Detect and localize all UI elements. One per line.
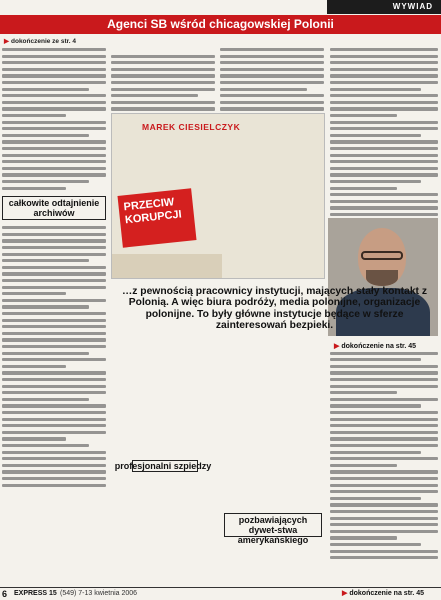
- text-line: [2, 61, 106, 64]
- text-line: [330, 101, 438, 104]
- text-line: [330, 213, 438, 216]
- text-line: [2, 484, 106, 487]
- text-line: [330, 160, 438, 163]
- text-line: [2, 418, 106, 421]
- subhead-col1: całkowite odtajnienie archiwów: [8, 198, 100, 218]
- article-column-1: [2, 48, 106, 568]
- text-line: [2, 160, 106, 163]
- text-line: [330, 121, 438, 124]
- text-line: [2, 167, 106, 170]
- text-line: [2, 246, 106, 249]
- page-number: 6: [2, 589, 8, 599]
- publication-name: EXPRESS 15: [14, 590, 57, 597]
- text-line: [2, 312, 106, 315]
- subhead-col3: pozbawiających dywet-stwa amerykańskiego: [237, 515, 309, 545]
- text-line: [330, 134, 421, 137]
- text-line: [330, 484, 438, 487]
- text-line: [330, 523, 438, 526]
- text-line: [330, 431, 438, 434]
- text-line: [330, 510, 438, 513]
- text-line: [2, 81, 106, 84]
- text-line: [2, 101, 106, 104]
- text-line: [2, 319, 106, 322]
- text-line: [330, 94, 438, 97]
- text-line: [2, 464, 106, 467]
- text-line: [330, 187, 397, 190]
- text-line: [2, 345, 106, 348]
- text-line: [2, 253, 106, 256]
- book-title: PRZECIW KORUPCJI: [117, 188, 196, 247]
- text-line: [330, 140, 438, 143]
- continued-from: [4, 37, 76, 45]
- text-line: [330, 61, 438, 64]
- text-line: [111, 81, 215, 84]
- text-line: [330, 503, 438, 506]
- text-line: [330, 451, 421, 454]
- text-line: [220, 48, 324, 51]
- text-line: [2, 140, 106, 143]
- text-line: [2, 332, 106, 335]
- text-line: [2, 437, 66, 440]
- text-line: [2, 134, 89, 137]
- text-line: [2, 431, 106, 434]
- text-line: [330, 530, 438, 533]
- text-line: [111, 61, 215, 64]
- text-line: [2, 338, 106, 341]
- text-line: [330, 378, 438, 381]
- text-line: [2, 424, 106, 427]
- text-line: [2, 286, 106, 289]
- text-line: [330, 127, 438, 130]
- text-line: [330, 180, 421, 183]
- text-line: [220, 55, 324, 58]
- text-line: [330, 556, 438, 559]
- triangle-icon: ▶: [342, 590, 348, 597]
- text-line: [111, 88, 215, 91]
- text-line: [220, 74, 324, 77]
- text-line: [2, 173, 106, 176]
- continued-from-text: dokończenie ze str. 4: [11, 38, 77, 45]
- text-line: [330, 173, 438, 176]
- text-line: [2, 451, 106, 454]
- text-line: [2, 147, 106, 150]
- text-line: [2, 55, 106, 58]
- text-line: [330, 206, 438, 209]
- text-line: [2, 266, 106, 269]
- text-line: [330, 418, 438, 421]
- text-line: [2, 68, 106, 71]
- text-line: [2, 154, 106, 157]
- text-line: [2, 272, 106, 275]
- text-line: [2, 187, 66, 190]
- section-tag: WYWIAD: [327, 0, 441, 14]
- text-line: [330, 167, 438, 170]
- text-line: [2, 114, 66, 117]
- text-line: [2, 358, 106, 361]
- book-author: MAREK CIESIELCZYK: [142, 122, 241, 132]
- text-line: [330, 371, 438, 374]
- text-line: [2, 444, 89, 447]
- text-line: [330, 470, 438, 473]
- text-line: [330, 147, 438, 150]
- text-line: [220, 61, 324, 64]
- text-line: [2, 121, 106, 124]
- text-line: [330, 424, 438, 427]
- text-line: [2, 470, 106, 473]
- text-line: [330, 391, 397, 394]
- text-line: [2, 88, 89, 91]
- text-line: [2, 404, 106, 407]
- text-line: [330, 543, 421, 546]
- text-line: [330, 497, 421, 500]
- inline-continue: [334, 342, 416, 350]
- text-line: [111, 74, 215, 77]
- text-line: [330, 490, 438, 493]
- text-line: [2, 48, 106, 51]
- text-line: [330, 107, 438, 110]
- text-line: [2, 352, 89, 355]
- text-line: [2, 385, 106, 388]
- subhead-col2: profesjonalni szpiedzy: [114, 461, 212, 471]
- text-line: [2, 365, 66, 368]
- text-line: [2, 457, 106, 460]
- text-line: [330, 404, 421, 407]
- text-line: [2, 398, 89, 401]
- text-line: [330, 517, 438, 520]
- text-line: [330, 88, 421, 91]
- text-line: [111, 68, 215, 71]
- text-line: [2, 299, 106, 302]
- text-line: [330, 114, 397, 117]
- text-line: [2, 391, 106, 394]
- text-line: [2, 305, 89, 308]
- text-line: [2, 259, 89, 262]
- text-line: [220, 88, 307, 91]
- triangle-icon: ▶: [4, 38, 9, 45]
- text-line: [330, 365, 438, 368]
- text-line: [330, 48, 438, 51]
- text-line: [330, 74, 438, 77]
- text-line: [330, 477, 438, 480]
- text-line: [220, 68, 324, 71]
- text-line: [330, 398, 438, 401]
- page-footer: [0, 587, 441, 600]
- text-line: [111, 55, 215, 58]
- text-line: [111, 101, 215, 104]
- text-line: [2, 107, 106, 110]
- text-line: [330, 464, 397, 467]
- portrait-glasses: [361, 251, 403, 260]
- text-line: [220, 101, 324, 104]
- text-line: [2, 371, 106, 374]
- pull-quote: …z pewnością pracownicy instytucji, mających stały kontakt z Polonią. A więc biura podróży, media polonijne, organizacje polonijne. To były główne instytucje będące w sferze zainteresowań bezpieki.: [121, 286, 427, 332]
- text-line: [220, 107, 324, 110]
- text-line: [2, 180, 89, 183]
- inline-continue-text: dokończenie na str. 45: [341, 343, 417, 350]
- text-line: [330, 536, 397, 539]
- text-line: [2, 292, 66, 295]
- issue-info: (549) 7-13 kwietnia 2006: [60, 590, 138, 597]
- text-line: [2, 239, 106, 242]
- text-line: [220, 94, 324, 97]
- text-line: [2, 94, 106, 97]
- footer-continued: [342, 589, 424, 597]
- text-line: [2, 378, 106, 381]
- text-line: [2, 411, 106, 414]
- text-line: [111, 107, 215, 110]
- book-stripe: [112, 254, 222, 279]
- text-line: [330, 154, 438, 157]
- text-line: [330, 550, 438, 553]
- text-line: [2, 226, 106, 229]
- text-line: [330, 193, 438, 196]
- text-line: [330, 81, 438, 84]
- text-line: [330, 457, 438, 460]
- text-line: [330, 200, 438, 203]
- text-line: [330, 411, 438, 414]
- text-line: [2, 477, 106, 480]
- text-line: [330, 68, 438, 71]
- text-line: [330, 385, 438, 388]
- text-line: [2, 233, 106, 236]
- text-line: [330, 437, 438, 440]
- triangle-icon: ▶: [334, 343, 340, 350]
- footer-continued-text: dokończenie na str. 45: [349, 590, 425, 597]
- text-line: [330, 444, 438, 447]
- text-line: [2, 279, 106, 282]
- text-line: [2, 325, 106, 328]
- headline: Agenci SB wśród chicagowskiej Polonii: [0, 15, 441, 34]
- book-cover-image: [111, 113, 325, 279]
- text-line: [2, 127, 106, 130]
- text-line: [220, 81, 324, 84]
- text-line: [111, 94, 198, 97]
- text-line: [2, 74, 106, 77]
- text-line: [330, 55, 438, 58]
